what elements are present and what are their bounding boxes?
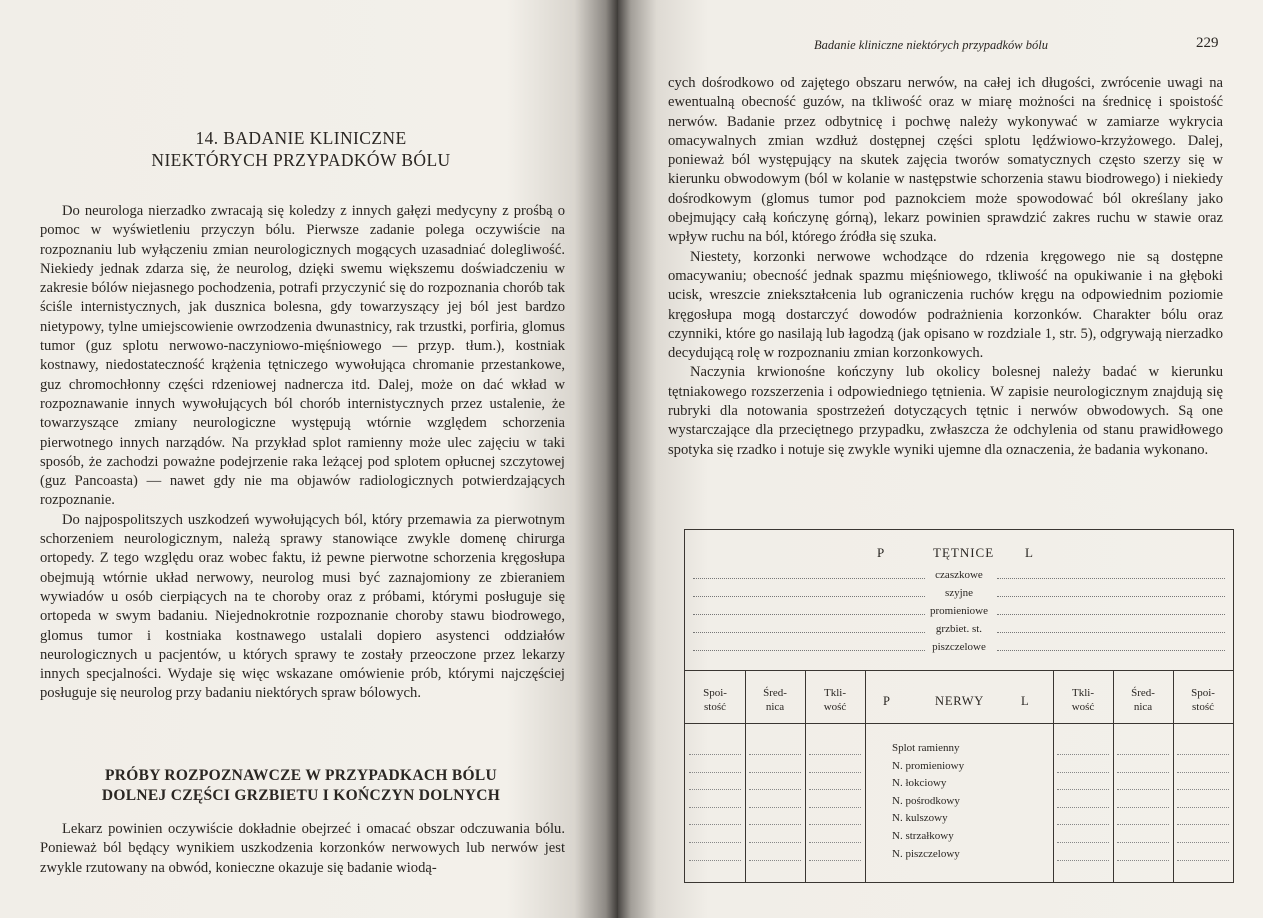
right-page: [618, 0, 1263, 918]
artery-label: szyjne: [944, 587, 974, 599]
nerve-entry-field[interactable]: [809, 754, 861, 755]
paragraph-vessels: Naczynia krwionośne kończyny lub okolicy bolesnej należy badać w kierunku tętniakowego rozszerzenia i odpowiedniego tętnienia. W zapisie neurologicznym znajdują się rubryki dla notowania spostrzeżeń dotyczących tętnic i nerwów obwodowych. Są one wystarczające dla przeciętnego przypadku, zwłaszcza że odchylenia od stanu prawidłowego spotyka się rzadko i notuje się zwykle wyniki ujemne dla oznaczenia, że badania wykonano.: [668, 364, 1223, 458]
column-line: [865, 670, 866, 882]
nerve-entry-field[interactable]: [1057, 860, 1109, 861]
column-header-consistency-right: [685, 686, 745, 714]
page-number: 229: [1196, 35, 1219, 51]
section-title-line-1: PRÓBY ROZPOZNAWCZE W PRZYPADKACH BÓLU: [104, 767, 498, 784]
arteries-section: [685, 530, 1233, 670]
artery-label: grzbiet. st.: [935, 623, 983, 635]
artery-row: [685, 639, 1233, 656]
nerve-entry-field[interactable]: [1117, 860, 1169, 861]
nerve-entry-field[interactable]: [749, 789, 801, 790]
nerve-entry-field[interactable]: [749, 842, 801, 843]
chapter-title-line-2: NIEKTÓRYCH PRZYPADKÓW BÓLU: [151, 150, 451, 170]
nerve-entry-field[interactable]: [1177, 772, 1229, 773]
artery-left-field[interactable]: [997, 650, 1225, 651]
arteries-left-label: L: [1025, 545, 1034, 560]
nerve-entry-field[interactable]: [1057, 772, 1109, 773]
nerve-entry-field[interactable]: [1057, 807, 1109, 808]
nerve-entry-field[interactable]: [1117, 807, 1169, 808]
nerve-entry-field[interactable]: [1117, 754, 1169, 755]
column-header-text: Spoi- stość: [1191, 687, 1215, 713]
column-header-tenderness-left: [1053, 686, 1113, 714]
section-title: [40, 766, 562, 806]
paragraph-orthopedic: Do najpospolitszych uszkodzeń wywołujących ból, który przemawia za pierwotnym schorzeniem neurologicznym, należą sprawy stanowiące zwykle domenę chirurga ortopedy. Z tego względu oraz wobec faktu, iż pewne pierwotne schorzenia kręgosłupa obejmują wtórnie układ nerwowy, neurolog musi być zaznajomiony ze zbieraniem wywiadów u osób cierpiących na te choroby oraz z próbami, którymi posługuje się ortopeda w swym badaniu. Niejednokrotnie rozpoznanie choroby stawu biodrowego, glomus tumor i kostniaka kostnawego ustalali dopiero asystenci oddziałów neurologicznych u pacjentów, u których sprawy te zostały przeoczone przez lekarzy innych specjalności. Wydaje się więc wskazane omówienie prób, którymi najczęściej posługuje się neurolog przy badaniu niektórych spraw bólowych.: [40, 511, 565, 702]
nerve-entry-field[interactable]: [1177, 860, 1229, 861]
examination-form-table: [684, 529, 1234, 883]
column-header-diameter-left: [1113, 686, 1173, 714]
artery-right-field[interactable]: [693, 650, 925, 651]
nerve-entry-field[interactable]: [1057, 824, 1109, 825]
nerve-entry-field[interactable]: [689, 789, 741, 790]
nerve-entry-field[interactable]: [1117, 772, 1169, 773]
artery-row: [685, 603, 1233, 620]
nerve-entry-field[interactable]: [1117, 789, 1169, 790]
table-header-divider: [685, 723, 1233, 724]
nerve-entry-field[interactable]: [1177, 789, 1229, 790]
running-head: Badanie kliniczne niektórych przypadków bólu: [814, 38, 1048, 52]
paragraph-examination: Lekarz powinien oczywiście dokładnie obejrzeć i omacać obszar odczuwania bólu. Ponieważ ból będący wynikiem uszkodzenia korzonków nerwowych lub nerwów jest zwykle rzutowany na obwód, konieczne okazuje się badanie wiodą-: [40, 821, 565, 876]
artery-label: czaszkowe: [935, 569, 983, 581]
left-body-text: [40, 202, 565, 704]
column-header-text: Spoi- stość: [703, 687, 727, 713]
nerve-entry-field[interactable]: [809, 789, 861, 790]
column-header-consistency-left: [1173, 686, 1233, 714]
column-header-tenderness-right: [805, 686, 865, 714]
right-body-text: [668, 74, 1223, 460]
artery-row: [685, 585, 1233, 602]
artery-right-field[interactable]: [693, 632, 925, 633]
paragraph-intro: Do neurologa nierzadko zwracają się koledzy z innych gałęzi medycyny z prośbą o pomoc w wyświetleniu przyczyn bólu. Pierwsze zadanie polega oczywiście na rozpoznaniu lub wyłączeniu zmian neurologicznych mogących uzasadniać dolegliwość. Niekiedy jednak zdarza się, że neurolog, dzięki swemu większemu doświadczeniu w zakresie bólów niejasnego pochodzenia, potrafi przyczynić się do rozpoznania chorób tak ściśle internistycznych, jak dusznica bolesna, gdy towarzyszący jej ból jest bardzo nietypowy, tylne umiejscowienie owrzodzenia dwunastnicy, rak trzustki, porfiria, glomus tumor (guz splotu nerwowo-naczyniowo-mięśniowego — przyp. tłum.), kostniak kostnawy, niedostateczność krążenia tętniczego wywołująca chromanie przestankowe, guz chromochłonny części rdzeniowej nadnercza itd. Dalej, może on dać wkład w rozpoznawanie innych wywołujących ból chorób internistycznych przez ustalenie, że towarzyszące zmiany neurologiczne występują wtórnie względem schorzenia pierwotnego innych narządów. Na przykład splot ramienny może ulec zajęciu w taki sposób, że zachodzi poważne podejrzenie raka leżącej pod splotem opłucnej szczytowej (guz Pancoasta) — nawet gdy nie ma objawów radiologicznych potwierdzających rozpoznanie.: [40, 203, 565, 509]
artery-right-field[interactable]: [693, 596, 925, 597]
artery-label: promieniowe: [929, 605, 989, 617]
nerves-right-label: P: [883, 694, 891, 708]
paragraph-roots: Niestety, korzonki nerwowe wchodzące do rdzenia kręgowego nie są dostępne omacywaniu; obecność jednak spazmu mięśniowego, tkliwość na opukiwanie i na głęboki ucisk, wreszcie zniekształcenia lub ograniczenia ruchów kręgu na odpowiednim poziomie kręgosłupa mogą dostarczyć dowodów podrażnienia korzonków. Charakter bólu oraz czynniki, które go nasilają lub łagodzą (jak opisano w rozdziale 1, str. 5), odgrywają nierzadko decydującą rolę w rozpoznaniu zmian korzonkowych.: [668, 248, 1223, 362]
column-header-text: Tkli- wość: [1071, 687, 1095, 713]
arteries-title: TĘTNICE: [933, 545, 995, 560]
nerve-entry-field[interactable]: [809, 772, 861, 773]
nerve-entry-field[interactable]: [1177, 807, 1229, 808]
left-page: [0, 0, 618, 918]
chapter-title-line-1: 14. BADANIE KLINICZNE: [195, 128, 407, 148]
nerve-item: Splot ramienny: [892, 742, 960, 754]
nerve-item: N. pośrodkowy: [892, 794, 960, 807]
artery-row: [685, 621, 1233, 638]
artery-right-field[interactable]: [693, 578, 925, 579]
nerve-entry-field[interactable]: [749, 860, 801, 861]
nerve-entry-field[interactable]: [689, 754, 741, 755]
left-section-text: [40, 820, 565, 878]
chapter-title: [40, 127, 562, 171]
artery-label: piszczelowe: [932, 641, 986, 653]
artery-row: [685, 567, 1233, 584]
nerve-entry-field[interactable]: [809, 860, 861, 861]
artery-left-field[interactable]: [997, 632, 1225, 633]
column-header-text: Tkli- wość: [823, 687, 847, 713]
paragraph-continuation: cych dośrodkowo od zajętego obszaru nerwów, na całej ich długości, zwrócenie uwagi na ewentualną obecność guzów, na tkliwość oraz w miarę możności na średnicę i spoistość nerwów. Badanie przez odbytnicę i pochwę należy wykonywać w zamiarze wykrycia omacywalnych zmian wzdłuż dostępnej części splotu lędźwiowo-krzyżowego. Dalej, ponieważ ból występujący na skutek zajęcia tworów somatycznych często szerzy się w kierunku obwodowym (ból w kolanie w następstwie schorzenia stawu biodrowego) i niekiedy dośrodkowym (glomus tumor pod paznokciem może spowodować ból określany jako obejmujący całą kończynę górną), lekarz powinien sprawdzić zakres ruchu w stawie oraz wpływ ruchu na ból, którego źródła się szuka.: [668, 75, 1223, 246]
column-header-text: Śred- nica: [1131, 687, 1155, 713]
nerve-entry-field[interactable]: [1117, 842, 1169, 843]
nerve-item: N. promieniowy: [892, 759, 965, 772]
nerves-left-label: L: [1021, 694, 1030, 708]
artery-left-field[interactable]: [997, 614, 1225, 615]
column-header-text: Śred- nica: [763, 687, 787, 713]
section-title-line-2: DOLNEJ CZĘŚCI GRZBIETU I KOŃCZYN DOLNYCH: [101, 787, 501, 804]
nerve-entry-field[interactable]: [1177, 754, 1229, 755]
nerve-entry-field[interactable]: [1177, 842, 1229, 843]
column-header-diameter-right: [745, 686, 805, 714]
nerve-entry-field[interactable]: [689, 772, 741, 773]
nerve-item: N. łokciowy: [892, 777, 947, 790]
nerve-entry-field[interactable]: [1057, 754, 1109, 755]
nerve-entry-field[interactable]: [749, 772, 801, 773]
nerves-title: NERWY: [935, 694, 985, 708]
nerve-entry-field[interactable]: [1117, 824, 1169, 825]
nerve-item: N. piszczelowy: [892, 847, 960, 860]
nerve-entry-field[interactable]: [689, 824, 741, 825]
nerve-entry-field[interactable]: [749, 824, 801, 825]
nerve-entry-field[interactable]: [749, 754, 801, 755]
artery-right-field[interactable]: [693, 614, 925, 615]
nerve-item: N. kulszowy: [892, 812, 948, 825]
table-divider: [685, 670, 1233, 671]
nerve-entry-field[interactable]: [689, 807, 741, 808]
nerve-entry-field[interactable]: [1057, 789, 1109, 790]
nerve-entry-field[interactable]: [749, 807, 801, 808]
nerve-entry-field[interactable]: [689, 860, 741, 861]
nerve-entry-field[interactable]: [689, 842, 741, 843]
nerve-entry-field[interactable]: [809, 807, 861, 808]
artery-left-field[interactable]: [997, 578, 1225, 579]
nerve-entry-field[interactable]: [1057, 842, 1109, 843]
nerve-item: N. strzałkowy: [892, 829, 954, 842]
nerve-list: [892, 740, 964, 863]
artery-left-field[interactable]: [997, 596, 1225, 597]
arteries-right-label: P: [877, 545, 886, 560]
nerve-entry-field[interactable]: [809, 842, 861, 843]
nerve-entry-field[interactable]: [1177, 824, 1229, 825]
nerve-entry-field[interactable]: [809, 824, 861, 825]
